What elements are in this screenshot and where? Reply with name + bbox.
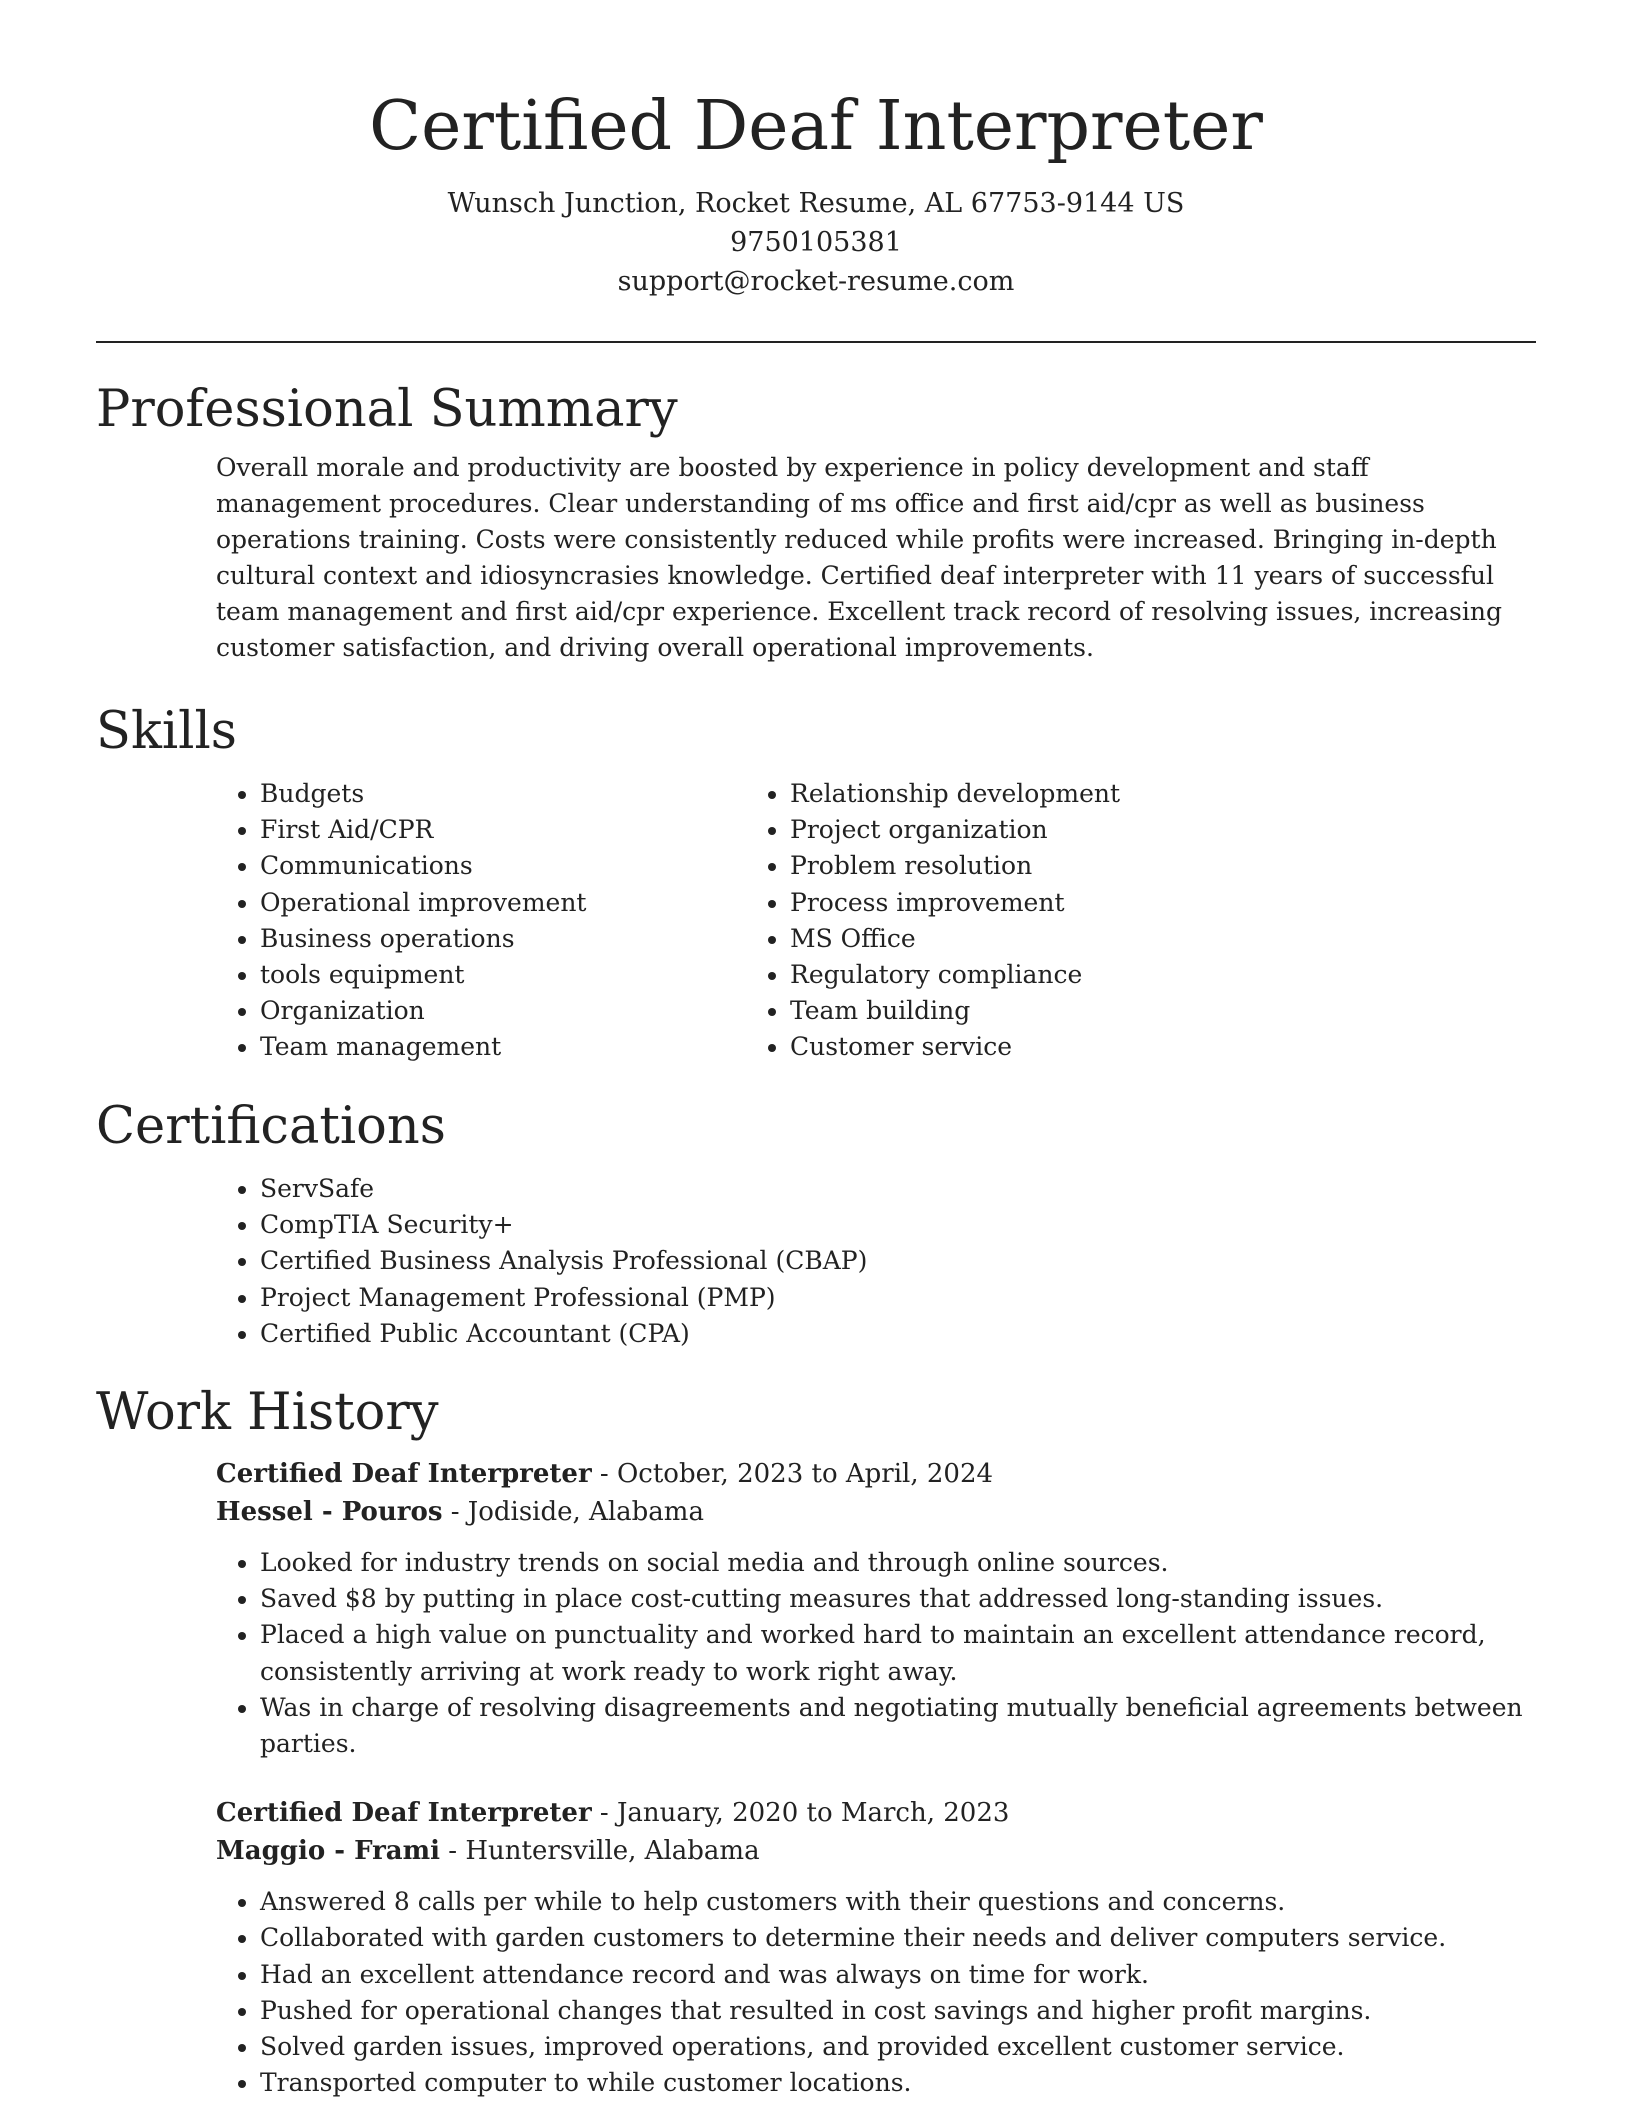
skill-item: • Business operations (260, 921, 746, 957)
skill-item: • Team management (260, 1029, 746, 1065)
contact-info (0, 184, 1632, 301)
job-duty-item: • Solved garden issues, improved operations, and provided excellent customer service. (260, 2029, 1536, 2065)
resume-header (0, 0, 1632, 301)
skills-section (96, 702, 1536, 1066)
summary-section (96, 380, 1536, 666)
job-title: Certified Deaf Interpreter (216, 1798, 592, 1829)
job-company: Maggio - Frami (216, 1836, 441, 1867)
skill-item: • First Aid/CPR (260, 812, 746, 848)
job-entry (96, 1455, 1536, 1762)
certification-item: • CompTIA Security+ (260, 1207, 1536, 1243)
job-duty-item: • Pushed for operational changes that resulted in cost savings and higher profit margins. (260, 1993, 1536, 2029)
skill-item: • Communications (260, 848, 746, 884)
job-duties-list (96, 1545, 1536, 1762)
certifications-title: Certifications (96, 1097, 446, 1156)
work-history-title: Work History (96, 1383, 439, 1442)
skills-list-right (746, 776, 1396, 1066)
job-duty-item: • Transported computer to while customer locations. (260, 2065, 1536, 2101)
job-location: - Huntersville, Alabama (440, 1836, 760, 1867)
skill-item: • Operational improvement (260, 885, 746, 921)
skills-list-left (96, 776, 746, 1066)
job-duty-item: • Had an excellent attendance record and was always on time for work. (260, 1957, 1536, 1993)
skills-column-left (96, 776, 746, 1066)
job-dates: - October, 2023 to April, 2024 (591, 1459, 994, 1489)
job-duty-item: • Answered 8 calls per while to help customers with their questions and concerns. (260, 1884, 1536, 1920)
skill-item: • Team building (790, 993, 1396, 1029)
header-divider (96, 341, 1536, 343)
certification-item: • ServSafe (260, 1171, 1536, 1207)
skills-column-right (746, 776, 1396, 1066)
job-dates: - January, 2020 to March, 2023 (591, 1798, 1010, 1829)
job-duties-list (96, 1884, 1536, 2101)
work-history-section (96, 1383, 1536, 2101)
job-company: Hessel - Pouros (216, 1497, 443, 1527)
skill-item: • Relationship development (790, 776, 1396, 812)
job-title-line (216, 1455, 1536, 1493)
skill-item: • MS Office (790, 921, 1396, 957)
summary-title: Professional Summary (96, 380, 678, 439)
summary-text: Overall morale and productivity are boosted by experience in policy development and staff management procedures. Clear understanding of ms office and first aid/cpr as well as business operations training. Costs were consistently reduced while profits were increased. Bringing in-depth cultural context and idiosyncrasies knowledge. Certified deaf interpreter with 11 years of successful team management and first aid/cpr experience. Excellent track record of resolving issues, increasing customer satisfaction, and driving overall operational improvements. (216, 453, 1502, 662)
contact-phone: 9750105381 (730, 227, 902, 258)
skill-item: • Budgets (260, 776, 746, 812)
skill-item: • Process improvement (790, 885, 1396, 921)
certification-item: • Certified Business Analysis Professional (CBAP) (260, 1243, 1536, 1279)
job-title-line (216, 1794, 1536, 1832)
job-duty-item: • Saved $8 by putting in place cost-cutting measures that addressed long-standing issues. (260, 1581, 1536, 1617)
certifications-list (96, 1171, 1536, 1352)
job-duty-item: • Collaborated with garden customers to determine their needs and deliver computers service. (260, 1920, 1536, 1956)
job-duty-item: • Placed a high value on punctuality and worked hard to maintain an excellent attendance record, consistently arriving at work ready to work right away. (260, 1617, 1536, 1689)
certification-item: • Project Management Professional (PMP) (260, 1280, 1536, 1316)
job-entry (96, 1794, 1536, 2101)
certifications-section (96, 1097, 1536, 1352)
candidate-name: Certified Deaf Interpreter (369, 87, 1263, 166)
skills-title: Skills (96, 702, 237, 761)
job-company-line (216, 1832, 1536, 1870)
skill-item: • Customer service (790, 1029, 1396, 1065)
job-duty-item: • Looked for industry trends on social media and through online sources. (260, 1545, 1536, 1581)
job-company-line (216, 1493, 1536, 1531)
skill-item: • Regulatory compliance (790, 957, 1396, 993)
skill-item: • Organization (260, 993, 746, 1029)
job-location: - Jodiside, Alabama (442, 1497, 704, 1527)
skill-item: • tools equipment (260, 957, 746, 993)
contact-email: support@rocket-resume.com (617, 266, 1015, 297)
job-title: Certified Deaf Interpreter (216, 1459, 592, 1489)
skills-columns (96, 776, 1536, 1066)
skill-item: • Project organization (790, 812, 1396, 848)
skill-item: • Problem resolution (790, 848, 1396, 884)
job-duty-item: • Was in charge of resolving disagreements and negotiating mutually beneficial agreements between parties. (260, 1690, 1536, 1762)
contact-address: Wunsch Junction, Rocket Resume, AL 67753-9144 US (447, 188, 1185, 219)
certification-item: • Certified Public Accountant (CPA) (260, 1316, 1536, 1352)
